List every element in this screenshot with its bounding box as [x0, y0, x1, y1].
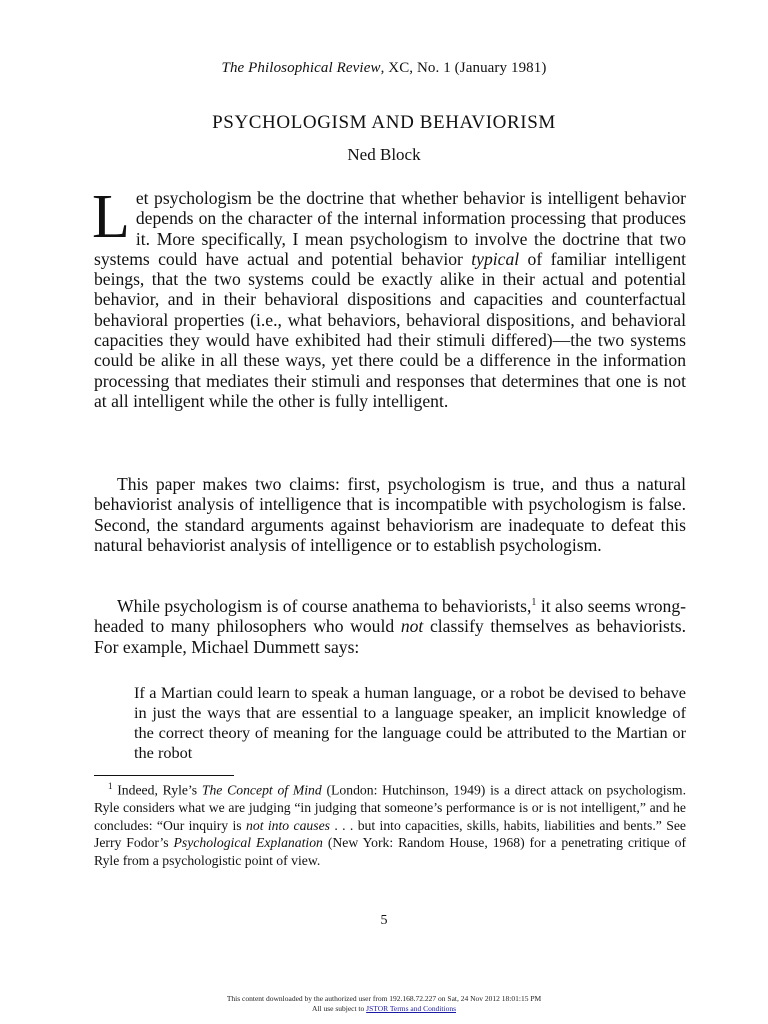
- download-notice-line-1: This content downloaded by the authorized user from 192.168.72.227 on Sat, 24 Nov 2012 18:01:15 PM: [226, 994, 542, 1003]
- footnote-text-a: Indeed, Ryle’s: [112, 782, 202, 798]
- footnote-divider: [94, 775, 234, 776]
- paragraph-1: [92, 183, 687, 411]
- journal-title: The Philosophical Review: [221, 60, 381, 76]
- footnote-emphasis: not into causes: [246, 817, 330, 833]
- emphasis-not: not: [400, 616, 424, 637]
- block-quote: If a Martian could learn to speak a human language, or a robot be devised to behave in just the ways that are essential to a language speaker, an implicit knowledge of the correct theory of meaning for the language could be attributed to the Martian or the robot: [134, 683, 686, 762]
- footnote-text-b: (London: Hutchinson, 1949) is a direct attack on psychologism. Ryle considers what we are judging “in judging that someone’s performance is or is not intelligent,” and he concludes: “Our inquiry is: [94, 782, 686, 833]
- footnote-book-title-2: Psychological Explanation: [173, 835, 323, 851]
- paragraph-2-text: This paper makes two claims: first, psychologism is true, and thus a natural behaviorist analysis of intelligence that is incompatible with psychologism is false. Second, the standard arguments against behaviorism are inadequate to defeat this natural behaviorist analysis of intelligence or to establish psychologism.: [94, 474, 686, 555]
- journal-citation: [0, 60, 768, 77]
- footnote-text-c: . . . but into capacities, skills, habits, liabilities and bents.” See Jerry Fodor’s: [94, 817, 686, 851]
- footnote-text-d: (New York: Random House, 1968) for a penetrating critique of Ryle from a psychologistic point of view.: [94, 835, 687, 868]
- paragraph-2: [94, 474, 686, 555]
- download-notice: [0, 994, 768, 1014]
- article-title: PSYCHOLOGISM AND BEHAVIORISM: [212, 112, 556, 133]
- drop-cap: L: [92, 183, 130, 251]
- paragraph-3-text-c: classify themselves as behaviorists. For example, Michael Dummett says:: [94, 616, 686, 657]
- footnote-book-title-1: The Concept of Mind: [201, 782, 322, 798]
- paragraph-3-text-b: it also seems wrong-headed to many philosophers who would: [94, 596, 686, 637]
- paragraph-3-text-a: While psychologism is of course anathema to behaviorists,: [117, 596, 532, 616]
- paragraph-1-text-a: et psychologism be the doctrine that whether behavior is intelligent behavior depends on the character of the internal information processing that produces it. More specifically, I mean psychologism to involve the doctrine that two systems could have actual and potential behavior: [94, 188, 686, 269]
- footnote-1: [94, 778, 686, 869]
- terms-link[interactable]: JSTOR Terms and Conditions: [366, 1004, 456, 1013]
- footnote-reference[interactable]: 1: [531, 597, 537, 609]
- download-notice-prefix: All use subject to: [311, 1004, 367, 1013]
- footnote-mark: 1: [108, 781, 113, 791]
- page-number: 5: [380, 913, 388, 928]
- journal-issue: , XC, No. 1 (January 1981): [380, 60, 547, 76]
- paragraph-3: [94, 596, 686, 657]
- download-notice-line-2: [0, 1004, 768, 1014]
- article-author: Ned Block: [347, 145, 421, 164]
- emphasis-typical: typical: [471, 248, 520, 269]
- paragraph-1-text-b: of familiar intelligent beings, that the two systems could be exactly alike in their actual and potential behavior, and in their behavioral dispositions and capacities and counterfactual behavioral properties (i.e., what behaviors, behavioral dispositions, and behavioral capacities they would have exhibited had their stimuli differed)—the two systems could be alike in all these ways, yet there could be a difference in the information processing that mediates their stimuli and responses that determines that one is not at all intelligent while the other is fully intelligent.: [94, 248, 687, 411]
